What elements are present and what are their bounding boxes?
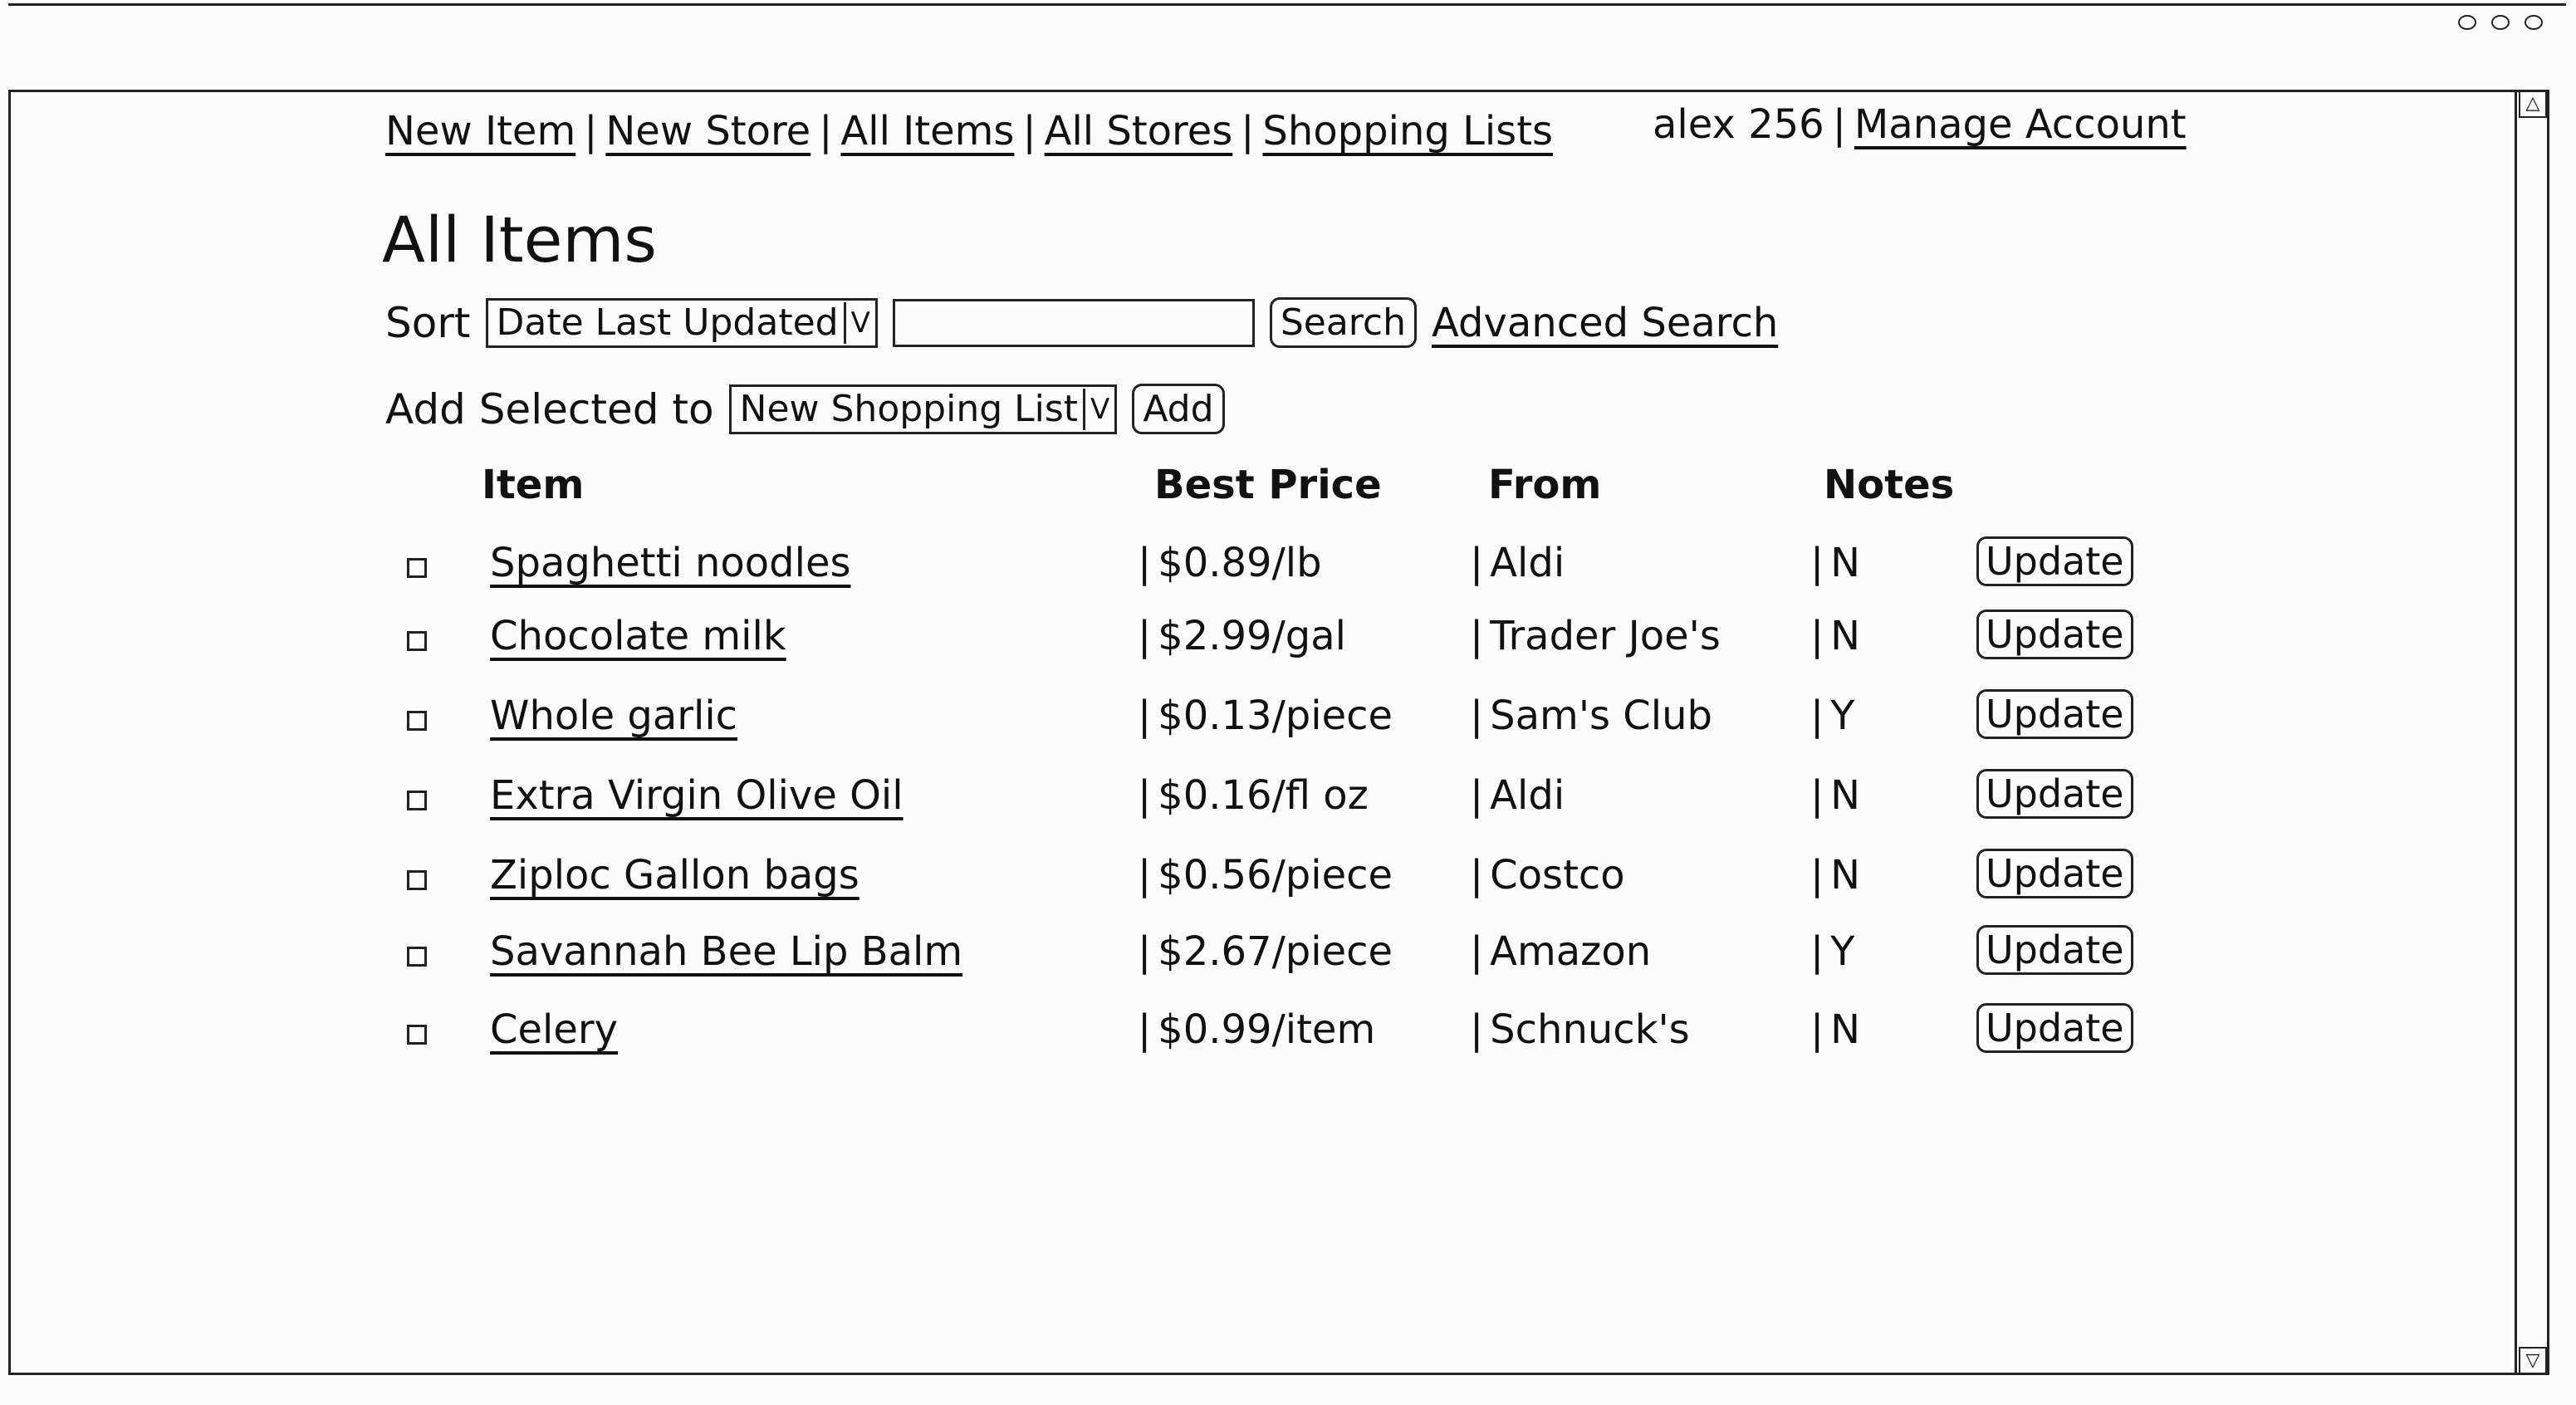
notes-cell: | N bbox=[1810, 772, 1860, 819]
update-button[interactable]: Update bbox=[1976, 769, 2133, 819]
notes-cell: | N bbox=[1810, 540, 1860, 586]
manage-account-link[interactable]: Manage Account bbox=[1854, 101, 2187, 148]
column-header-item: Item bbox=[482, 462, 585, 508]
update-button[interactable]: Update bbox=[1976, 609, 2133, 659]
nav-separator: | bbox=[1832, 101, 1846, 148]
table-row bbox=[399, 772, 2226, 847]
table-row bbox=[399, 1006, 2226, 1081]
table-row bbox=[399, 928, 2226, 1003]
page-title: All Items bbox=[382, 203, 657, 277]
table-row bbox=[399, 693, 2226, 767]
update-button[interactable]: Update bbox=[1976, 1003, 2133, 1053]
item-link[interactable]: Spaghetti noodles bbox=[490, 540, 851, 586]
sort-select[interactable] bbox=[486, 298, 878, 348]
item-link[interactable]: Savannah Bee Lip Balm bbox=[490, 928, 963, 975]
nav-separator: | bbox=[1022, 108, 1036, 154]
row-checkbox[interactable] bbox=[407, 947, 427, 967]
window-control-icon[interactable] bbox=[2525, 15, 2543, 30]
store-cell: | Amazon bbox=[1470, 928, 1651, 975]
window-control-icon[interactable] bbox=[2458, 15, 2476, 30]
nav-shopping-lists[interactable]: Shopping Lists bbox=[1262, 108, 1554, 154]
store-cell: | Sam's Club bbox=[1470, 693, 1712, 739]
search-input[interactable] bbox=[893, 299, 1255, 347]
nav-new-item[interactable]: New Item bbox=[385, 108, 576, 154]
scroll-up-icon[interactable]: △ bbox=[2519, 90, 2547, 118]
sort-label: Sort bbox=[385, 298, 471, 347]
column-header-from: From bbox=[1488, 462, 1602, 508]
search-button[interactable]: Search bbox=[1270, 297, 1417, 348]
update-button[interactable]: Update bbox=[1976, 925, 2133, 975]
update-button[interactable]: Update bbox=[1976, 536, 2133, 586]
row-checkbox[interactable] bbox=[407, 711, 427, 731]
item-link[interactable]: Ziploc Gallon bags bbox=[490, 852, 859, 898]
table-row bbox=[399, 852, 2226, 927]
main-nav bbox=[385, 108, 1553, 154]
nav-new-store[interactable]: New Store bbox=[605, 108, 811, 154]
store-cell: | Schnuck's bbox=[1470, 1006, 1690, 1053]
shopping-list-select[interactable] bbox=[729, 384, 1118, 434]
column-header-notes: Notes bbox=[1824, 462, 1955, 508]
item-link[interactable]: Extra Virgin Olive Oil bbox=[490, 772, 904, 819]
item-link[interactable]: Chocolate milk bbox=[490, 613, 786, 659]
price-cell: | $0.16/fl oz bbox=[1138, 772, 1369, 819]
sort-search-row bbox=[385, 297, 1778, 348]
store-cell: | Aldi bbox=[1470, 540, 1565, 586]
chevron-down-icon[interactable]: V bbox=[1083, 389, 1114, 430]
window-control-icon[interactable] bbox=[2491, 15, 2510, 30]
scroll-down-icon[interactable]: ▽ bbox=[2519, 1347, 2547, 1375]
row-checkbox[interactable] bbox=[407, 791, 427, 810]
advanced-search-link[interactable]: Advanced Search bbox=[1432, 299, 1779, 346]
nav-all-stores[interactable]: All Stores bbox=[1044, 108, 1233, 154]
row-checkbox[interactable] bbox=[407, 870, 427, 890]
store-cell: | Costco bbox=[1470, 852, 1625, 898]
item-link[interactable]: Celery bbox=[490, 1006, 619, 1053]
account-area bbox=[1653, 101, 2187, 148]
store-cell: | Trader Joe's bbox=[1470, 613, 1721, 659]
add-button[interactable]: Add bbox=[1132, 384, 1224, 434]
add-selected-row bbox=[385, 384, 1225, 434]
item-link[interactable]: Whole garlic bbox=[490, 693, 738, 739]
table-row bbox=[399, 540, 2226, 614]
price-cell: | $0.13/piece bbox=[1138, 693, 1393, 739]
nav-separator: | bbox=[819, 108, 833, 154]
nav-separator: | bbox=[584, 108, 598, 154]
window-top-edge bbox=[8, 3, 2566, 6]
store-cell: | Aldi bbox=[1470, 772, 1565, 819]
price-cell: | $2.67/piece bbox=[1138, 928, 1393, 975]
shopping-list-selected-value: New Shopping List bbox=[739, 388, 1079, 430]
price-cell: | $2.99/gal bbox=[1138, 613, 1346, 659]
notes-cell: | N bbox=[1810, 1006, 1860, 1053]
price-cell: | $0.56/piece bbox=[1138, 852, 1393, 898]
vertical-scrollbar[interactable] bbox=[2515, 90, 2551, 1375]
row-checkbox[interactable] bbox=[407, 631, 427, 651]
notes-cell: | N bbox=[1810, 613, 1860, 659]
username: alex 256 bbox=[1653, 101, 1824, 148]
window-controls bbox=[2458, 15, 2543, 30]
price-cell: | $0.99/item bbox=[1138, 1006, 1375, 1053]
notes-cell: | Y bbox=[1810, 928, 1855, 975]
row-checkbox[interactable] bbox=[407, 1025, 427, 1045]
nav-all-items[interactable]: All Items bbox=[840, 108, 1015, 154]
nav-separator: | bbox=[1241, 108, 1255, 154]
row-checkbox[interactable] bbox=[407, 558, 427, 578]
add-selected-label: Add Selected to bbox=[385, 384, 714, 433]
chevron-down-icon[interactable]: V bbox=[844, 302, 875, 344]
notes-cell: | N bbox=[1810, 852, 1860, 898]
notes-cell: | Y bbox=[1810, 693, 1855, 739]
column-header-best-price: Best Price bbox=[1154, 462, 1382, 508]
table-row bbox=[399, 613, 2226, 688]
update-button[interactable]: Update bbox=[1976, 849, 2133, 898]
update-button[interactable]: Update bbox=[1976, 689, 2133, 739]
sort-selected-value: Date Last Updated bbox=[496, 301, 839, 344]
price-cell: | $0.89/lb bbox=[1138, 540, 1322, 586]
